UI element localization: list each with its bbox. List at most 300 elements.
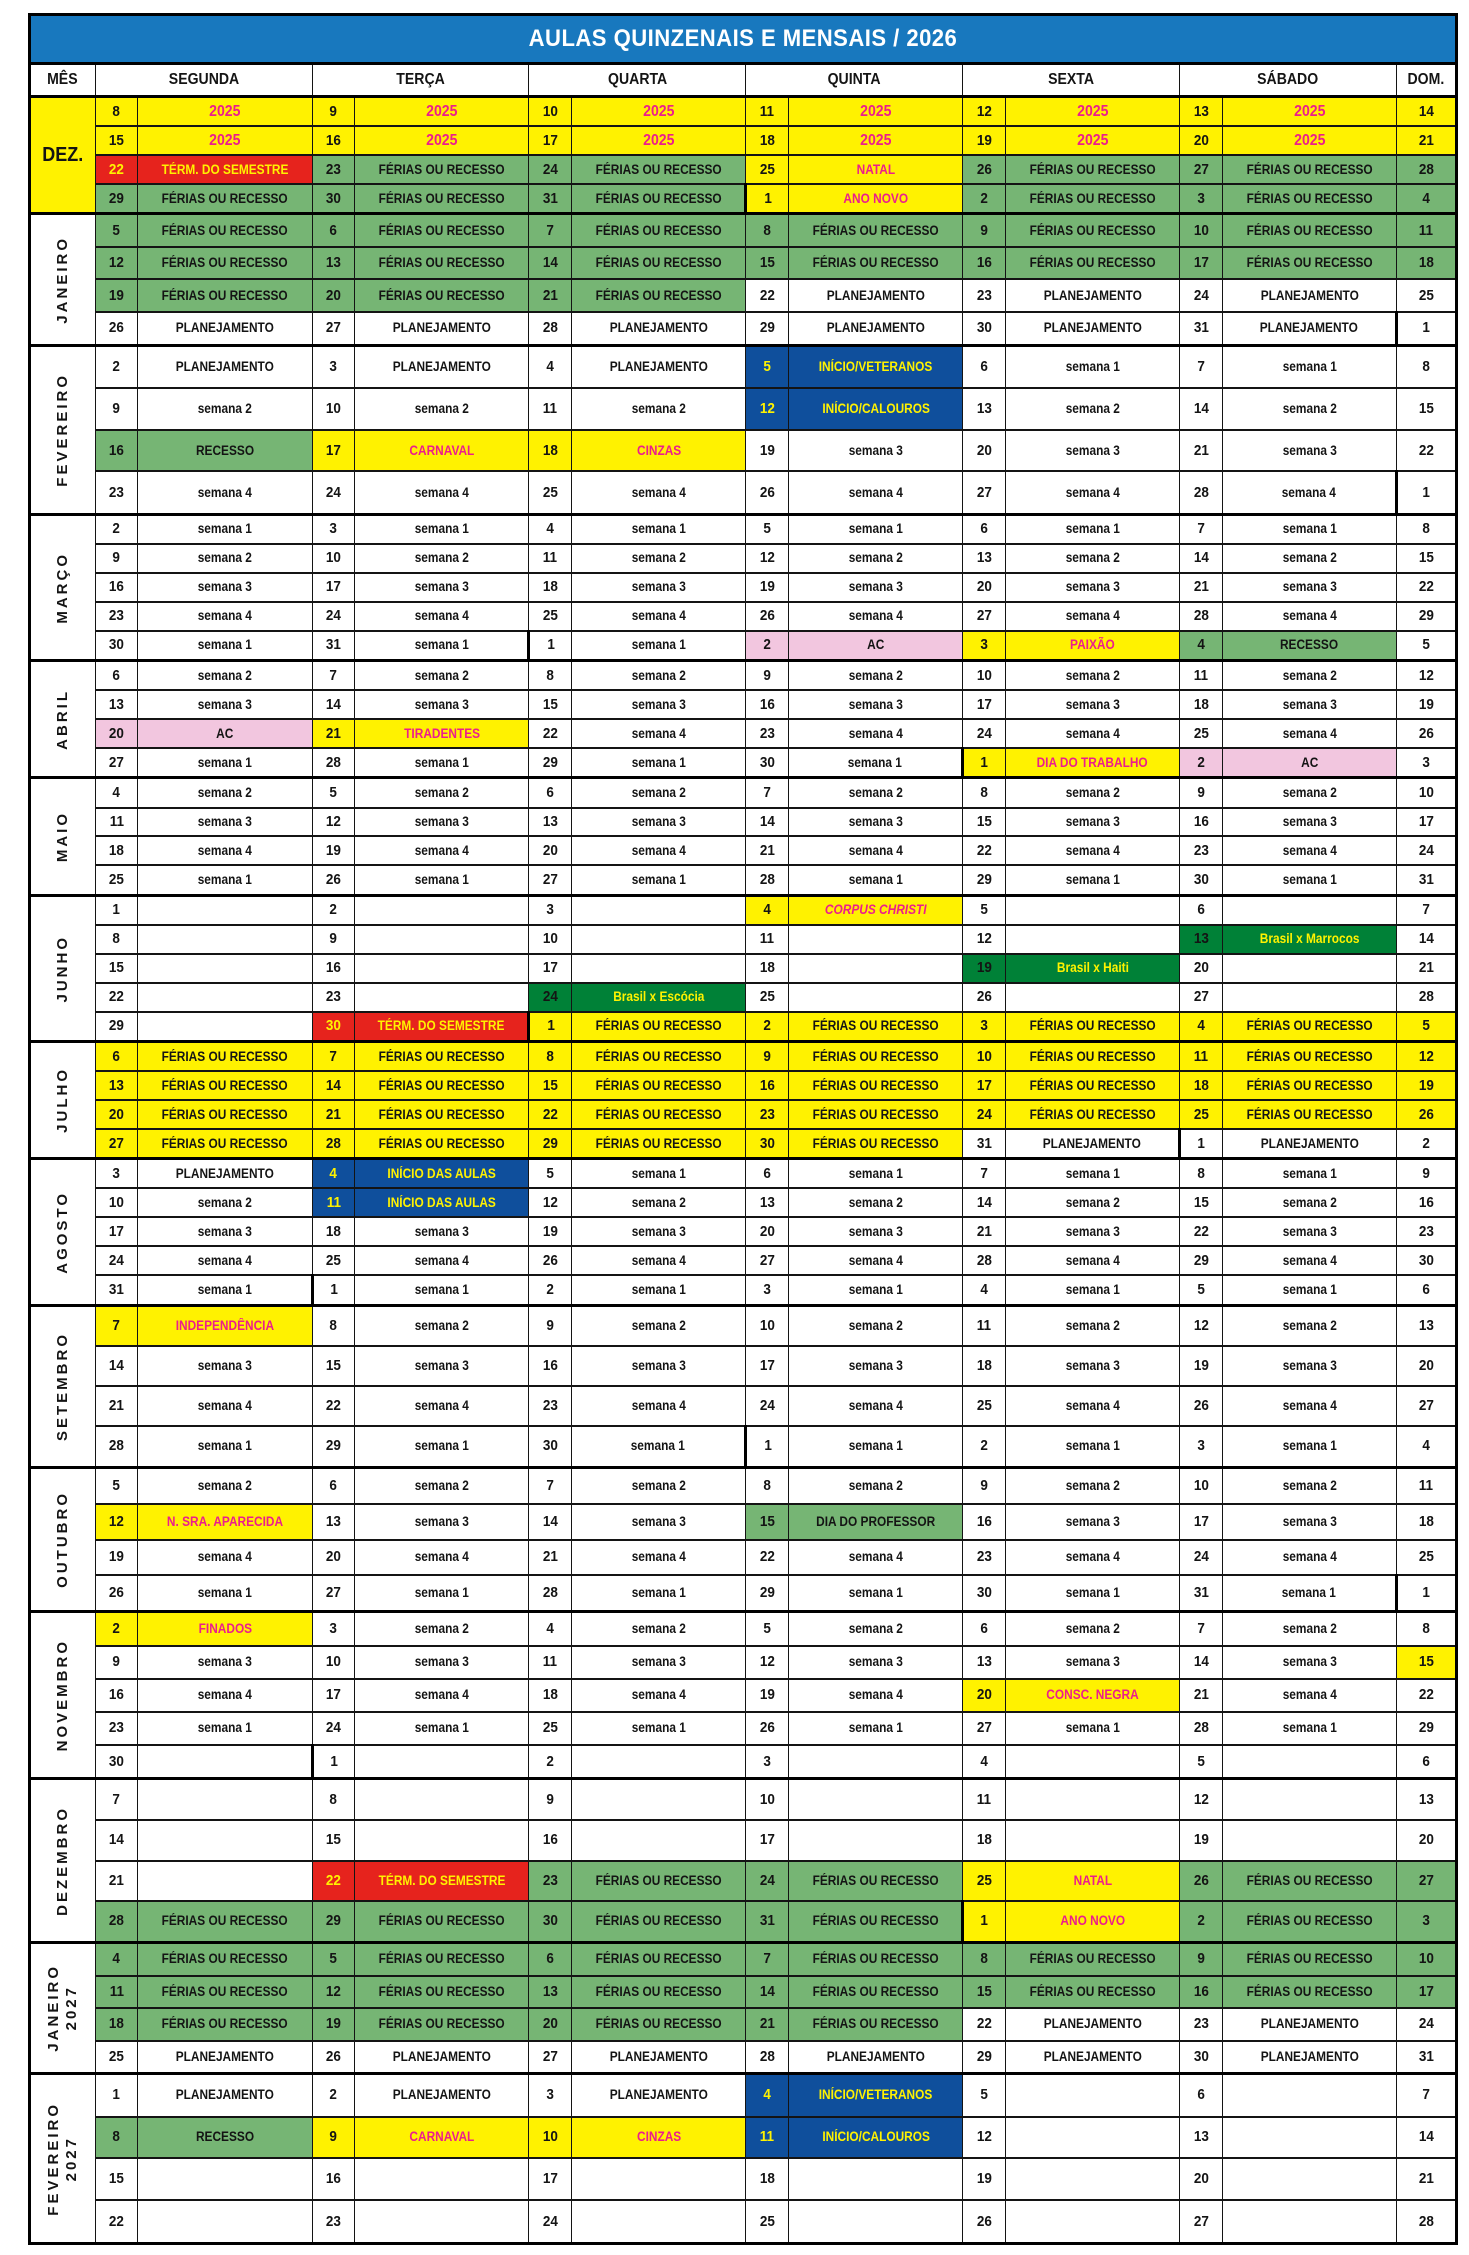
day-label-cell: FÉRIAS OU RECESSO [138, 247, 312, 279]
day-number-cell: 18 [95, 2008, 138, 2040]
sunday-cell: 17 [1396, 808, 1456, 837]
day-label-cell: FÉRIAS OU RECESSO [138, 1901, 312, 1942]
day-number-cell: 27 [1180, 2200, 1223, 2243]
sunday-cell: 14 [1396, 97, 1456, 127]
day-label-cell: semana 4 [1006, 471, 1180, 514]
day-number-cell: 23 [1180, 836, 1223, 865]
sunday-cell: 21 [1396, 954, 1456, 983]
day-number-cell: 4 [746, 895, 789, 925]
day-number-cell: 25 [746, 155, 789, 184]
day-label-cell: semana 1 [572, 748, 746, 778]
sunday-cell: 27 [1396, 1861, 1456, 1901]
day-label-cell: semana 2 [1006, 544, 1180, 573]
day-number-cell: 17 [746, 1820, 789, 1860]
day-label-cell: FÉRIAS OU RECESSO [572, 1100, 746, 1129]
sunday-cell: 15 [1396, 544, 1456, 573]
day-number-cell: 27 [1180, 155, 1223, 184]
day-label-cell: semana 4 [138, 1540, 312, 1576]
day-label-cell: TÉRM. DO SEMESTRE [138, 155, 312, 184]
day-number-cell: 19 [95, 1540, 138, 1576]
day-number-cell: 16 [746, 690, 789, 719]
day-number-cell: 27 [312, 1575, 355, 1612]
sunday-cell: 11 [1396, 1467, 1456, 1504]
day-label-cell: semana 4 [1006, 719, 1180, 748]
day-number-cell: 19 [746, 1679, 789, 1712]
day-label-cell: semana 2 [355, 778, 529, 808]
day-number-cell: 6 [312, 1467, 355, 1504]
day-number-cell: 28 [529, 312, 572, 345]
day-number-cell: 3 [312, 514, 355, 544]
day-label-cell: semana 1 [572, 865, 746, 895]
day-label-cell: semana 2 [789, 778, 963, 808]
day-label-cell: semana 2 [789, 544, 963, 573]
day-number-cell: 6 [529, 778, 572, 808]
day-label-cell: semana 3 [1222, 1504, 1396, 1540]
day-number-cell: 31 [1180, 312, 1223, 345]
day-label-cell: semana 1 [1006, 514, 1180, 544]
day-number-cell: 21 [1180, 1679, 1223, 1712]
sunday-cell: 10 [1396, 1942, 1456, 1975]
day-number-cell: 11 [963, 1305, 1006, 1346]
day-number-cell: 4 [529, 514, 572, 544]
day-number-cell: 22 [95, 155, 138, 184]
day-label-cell [355, 1745, 529, 1779]
day-number-cell: 29 [746, 1575, 789, 1612]
day-label-cell: semana 2 [355, 661, 529, 691]
sunday-cell: 14 [1396, 925, 1456, 954]
day-label-cell: FÉRIAS OU RECESSO [1006, 184, 1180, 214]
day-number-cell: 26 [95, 312, 138, 345]
day-number-cell: 25 [746, 2200, 789, 2243]
day-label-cell [1222, 1820, 1396, 1860]
day-number-cell: 22 [95, 983, 138, 1012]
day-label-cell: CINZAS [572, 2117, 746, 2159]
day-number-cell: 15 [746, 1504, 789, 1540]
day-label-cell [1222, 2200, 1396, 2243]
day-label-cell: PLANEJAMENTO [355, 2041, 529, 2074]
day-label-cell: FÉRIAS OU RECESSO [1222, 1942, 1396, 1975]
day-label-cell: semana 4 [1222, 1246, 1396, 1275]
day-label-cell: semana 2 [789, 661, 963, 691]
day-label-cell [355, 954, 529, 983]
day-number-cell: 9 [95, 544, 138, 573]
day-label-cell: PLANEJAMENTO [1222, 1129, 1396, 1159]
day-number-cell: 5 [963, 2074, 1006, 2117]
day-number-cell: 17 [529, 2158, 572, 2200]
day-number-cell: 12 [529, 1188, 572, 1217]
day-label-cell: semana 2 [355, 1612, 529, 1646]
day-label-cell: semana 2 [572, 388, 746, 430]
month-label: MAIO [54, 810, 72, 863]
day-label-cell [1006, 1745, 1180, 1779]
day-label-cell: semana 2 [1006, 1467, 1180, 1504]
day-number-cell: 27 [529, 2041, 572, 2074]
sunday-cell: 12 [1396, 1041, 1456, 1071]
sunday-cell: 8 [1396, 345, 1456, 388]
sunday-cell: 13 [1396, 1305, 1456, 1346]
day-label-cell: AC [1222, 748, 1396, 778]
day-label-cell: FÉRIAS OU RECESSO [572, 1012, 746, 1042]
day-number-cell: 26 [963, 2200, 1006, 2243]
day-number-cell: 7 [963, 1159, 1006, 1189]
day-number-cell: 16 [746, 1071, 789, 1100]
day-label-cell: semana 1 [572, 1275, 746, 1305]
day-number-cell: 25 [746, 983, 789, 1012]
day-label-cell: semana 1 [1222, 1575, 1396, 1612]
day-label-cell: FÉRIAS OU RECESSO [355, 279, 529, 311]
day-label-cell: FÉRIAS OU RECESSO [789, 1041, 963, 1071]
day-number-cell: 21 [312, 1100, 355, 1129]
day-label-cell: FÉRIAS OU RECESSO [572, 247, 746, 279]
day-label-cell: semana 1 [355, 1275, 529, 1305]
day-number-cell: 31 [95, 1275, 138, 1305]
day-label-cell: semana 3 [1006, 573, 1180, 602]
day-label-cell: FÉRIAS OU RECESSO [355, 2008, 529, 2040]
day-label-cell: CARNAVAL [355, 2117, 529, 2159]
day-label-cell [1006, 1779, 1180, 1820]
day-label-cell: FÉRIAS OU RECESSO [572, 214, 746, 247]
day-number-cell: 18 [529, 1679, 572, 1712]
day-label-cell: semana 4 [572, 1540, 746, 1576]
day-label-cell [1222, 2074, 1396, 2117]
day-label-cell: FÉRIAS OU RECESSO [789, 1071, 963, 1100]
day-number-cell: 21 [1180, 573, 1223, 602]
day-label-cell: semana 1 [1222, 1712, 1396, 1745]
day-number-cell: 24 [746, 1386, 789, 1426]
day-label-cell: semana 1 [138, 1275, 312, 1305]
day-number-cell: 11 [1180, 661, 1223, 691]
day-label-cell: semana 3 [1222, 1217, 1396, 1246]
sunday-cell: 28 [1396, 983, 1456, 1012]
month-cell [30, 1041, 96, 1158]
day-number-cell: 26 [746, 602, 789, 631]
day-label-cell: semana 2 [355, 388, 529, 430]
day-label-cell: FÉRIAS OU RECESSO [789, 214, 963, 247]
day-label-cell: PLANEJAMENTO [789, 2041, 963, 2074]
day-number-cell: 3 [529, 2074, 572, 2117]
day-number-cell: 23 [746, 1100, 789, 1129]
day-label-cell: AC [789, 631, 963, 661]
day-label-cell: PLANEJAMENTO [572, 345, 746, 388]
day-number-cell: 11 [1180, 1041, 1223, 1071]
sunday-cell: 25 [1396, 279, 1456, 311]
sunday-cell: 29 [1396, 602, 1456, 631]
day-label-cell: semana 4 [572, 602, 746, 631]
day-label-cell: FÉRIAS OU RECESSO [1006, 1071, 1180, 1100]
day-label-cell [138, 895, 312, 925]
day-number-cell: 2 [1180, 748, 1223, 778]
day-number-cell: 10 [312, 1646, 355, 1679]
day-label-cell: PLANEJAMENTO [572, 2074, 746, 2117]
day-label-cell [138, 1779, 312, 1820]
day-label-cell [138, 1820, 312, 1860]
day-label-cell: FÉRIAS OU RECESSO [1006, 1012, 1180, 1042]
day-number-cell: 7 [1180, 1612, 1223, 1646]
day-number-cell: 29 [963, 865, 1006, 895]
sunday-cell: 1 [1396, 471, 1456, 514]
day-label-cell [1006, 895, 1180, 925]
day-label-cell: semana 1 [1006, 1275, 1180, 1305]
day-number-cell: 14 [746, 808, 789, 837]
day-label-cell: FÉRIAS OU RECESSO [789, 1942, 963, 1975]
day-label-cell: semana 4 [789, 836, 963, 865]
day-number-cell: 5 [746, 1612, 789, 1646]
sunday-cell: 19 [1396, 1071, 1456, 1100]
day-label-cell: 2025 [138, 126, 312, 155]
day-number-cell: 28 [1180, 602, 1223, 631]
column-header-weekday: SEGUNDA [95, 64, 312, 97]
day-label-cell [572, 2158, 746, 2200]
day-number-cell: 1 [963, 1901, 1006, 1942]
day-label-cell: semana 3 [355, 1217, 529, 1246]
day-number-cell: 12 [312, 808, 355, 837]
day-label-cell: semana 2 [138, 544, 312, 573]
day-number-cell: 5 [312, 778, 355, 808]
day-label-cell: FÉRIAS OU RECESSO [789, 1012, 963, 1042]
day-number-cell: 7 [746, 778, 789, 808]
day-number-cell: 7 [529, 1467, 572, 1504]
day-number-cell: 10 [312, 544, 355, 573]
day-number-cell: 16 [1180, 808, 1223, 837]
day-label-cell [138, 2158, 312, 2200]
day-number-cell: 3 [746, 1275, 789, 1305]
day-label-cell: FÉRIAS OU RECESSO [572, 1129, 746, 1159]
day-label-cell: semana 2 [572, 661, 746, 691]
day-number-cell: 7 [1180, 514, 1223, 544]
column-header-month: MÊS [30, 64, 96, 97]
day-number-cell: 26 [963, 155, 1006, 184]
day-number-cell: 14 [95, 1820, 138, 1860]
day-label-cell: semana 2 [572, 1188, 746, 1217]
day-number-cell: 11 [746, 97, 789, 127]
day-number-cell: 18 [529, 430, 572, 472]
day-label-cell: FÉRIAS OU RECESSO [1006, 247, 1180, 279]
day-number-cell: 21 [746, 2008, 789, 2040]
day-label-cell: PLANEJAMENTO [138, 312, 312, 345]
day-label-cell: semana 4 [138, 836, 312, 865]
day-number-cell: 11 [529, 544, 572, 573]
day-label-cell: semana 3 [1222, 1346, 1396, 1386]
day-label-cell: PLANEJAMENTO [1222, 279, 1396, 311]
day-number-cell: 4 [95, 1942, 138, 1975]
day-label-cell: semana 3 [1006, 1504, 1180, 1540]
day-label-cell: semana 1 [789, 1275, 963, 1305]
day-label-cell: semana 3 [138, 573, 312, 602]
sunday-cell: 28 [1396, 2200, 1456, 2243]
day-number-cell: 21 [746, 836, 789, 865]
day-number-cell: 27 [963, 602, 1006, 631]
day-number-cell: 12 [1180, 1779, 1223, 1820]
day-number-cell: 28 [312, 748, 355, 778]
day-label-cell: semana 1 [355, 1712, 529, 1745]
table-header [30, 64, 1457, 97]
day-number-cell: 19 [1180, 1820, 1223, 1860]
day-number-cell: 6 [1180, 2074, 1223, 2117]
day-number-cell: 29 [529, 1129, 572, 1159]
day-label-cell: NATAL [1006, 1861, 1180, 1901]
day-number-cell: 3 [1180, 184, 1223, 214]
day-label-cell: semana 4 [789, 1540, 963, 1576]
day-label-cell: FÉRIAS OU RECESSO [1006, 1976, 1180, 2008]
day-label-cell: CONSC. NEGRA [1006, 1679, 1180, 1712]
day-number-cell: 28 [95, 1901, 138, 1942]
day-label-cell [1006, 2158, 1180, 2200]
day-number-cell: 11 [95, 808, 138, 837]
day-number-cell: 26 [746, 1712, 789, 1745]
month-label: JANEIRO [54, 235, 72, 324]
day-label-cell: semana 4 [1222, 719, 1396, 748]
day-label-cell: FÉRIAS OU RECESSO [1222, 1901, 1396, 1942]
day-label-cell: FÉRIAS OU RECESSO [138, 1100, 312, 1129]
day-number-cell: 21 [529, 1540, 572, 1576]
day-number-cell: 8 [95, 925, 138, 954]
column-header-weekday: SÁBADO [1180, 64, 1397, 97]
day-label-cell: 2025 [572, 126, 746, 155]
day-label-cell: 2025 [1222, 97, 1396, 127]
day-number-cell: 21 [1180, 430, 1223, 472]
sunday-cell: 21 [1396, 126, 1456, 155]
day-number-cell: 19 [95, 279, 138, 311]
day-number-cell: 12 [95, 1504, 138, 1540]
column-header-weekday: QUARTA [529, 64, 746, 97]
day-label-cell: semana 3 [1222, 430, 1396, 472]
sunday-cell: 29 [1396, 1712, 1456, 1745]
day-label-cell [355, 2200, 529, 2243]
day-number-cell: 6 [963, 1612, 1006, 1646]
day-number-cell: 18 [963, 1346, 1006, 1386]
sunday-cell: 6 [1396, 1275, 1456, 1305]
month-cell [30, 1779, 96, 1942]
day-number-cell: 13 [312, 1504, 355, 1540]
day-label-cell: semana 2 [1222, 544, 1396, 573]
day-number-cell: 19 [1180, 1346, 1223, 1386]
day-number-cell: 29 [1180, 1246, 1223, 1275]
sunday-cell: 24 [1396, 2008, 1456, 2040]
day-label-cell: INÍCIO/CALOUROS [789, 388, 963, 430]
day-number-cell: 26 [529, 1246, 572, 1275]
day-label-cell [1222, 1745, 1396, 1779]
sunday-cell: 7 [1396, 2074, 1456, 2117]
day-number-cell: 3 [312, 345, 355, 388]
day-label-cell: semana 2 [1222, 1305, 1396, 1346]
day-number-cell: 19 [312, 2008, 355, 2040]
day-number-cell: 25 [529, 602, 572, 631]
day-number-cell: 26 [746, 471, 789, 514]
day-number-cell: 13 [1180, 97, 1223, 127]
day-label-cell: semana 1 [789, 514, 963, 544]
day-number-cell: 2 [746, 1012, 789, 1042]
day-label-cell: FÉRIAS OU RECESSO [355, 1041, 529, 1071]
day-label-cell: semana 2 [1222, 388, 1396, 430]
day-number-cell: 28 [95, 1426, 138, 1467]
day-label-cell: semana 2 [138, 778, 312, 808]
day-number-cell: 26 [312, 2041, 355, 2074]
day-number-cell: 5 [312, 1942, 355, 1975]
day-number-cell: 24 [963, 719, 1006, 748]
day-label-cell: semana 1 [1222, 1426, 1396, 1467]
day-number-cell: 22 [963, 2008, 1006, 2040]
day-label-cell: semana 4 [1006, 1540, 1180, 1576]
day-label-cell: semana 3 [138, 1646, 312, 1679]
day-label-cell: semana 4 [572, 1386, 746, 1426]
day-label-cell: semana 3 [1006, 1646, 1180, 1679]
day-label-cell: semana 2 [1006, 661, 1180, 691]
day-number-cell: 1 [312, 1275, 355, 1305]
sunday-cell: 15 [1396, 1646, 1456, 1679]
day-number-cell: 27 [95, 748, 138, 778]
day-number-cell: 16 [312, 954, 355, 983]
day-number-cell: 17 [1180, 1504, 1223, 1540]
month-cell [30, 1942, 96, 2073]
day-label-cell: Brasil x Escócia [572, 983, 746, 1012]
day-label-cell: FÉRIAS OU RECESSO [355, 214, 529, 247]
day-label-cell: FÉRIAS OU RECESSO [1222, 247, 1396, 279]
day-number-cell: 26 [1180, 1386, 1223, 1426]
day-number-cell: 5 [1180, 1275, 1223, 1305]
day-number-cell: 15 [529, 690, 572, 719]
day-label-cell: semana 2 [1222, 661, 1396, 691]
day-number-cell: 24 [963, 1100, 1006, 1129]
day-number-cell: 6 [95, 661, 138, 691]
sunday-cell: 19 [1396, 690, 1456, 719]
day-number-cell: 16 [529, 1820, 572, 1860]
day-label-cell: PLANEJAMENTO [1006, 2041, 1180, 2074]
day-number-cell: 13 [529, 808, 572, 837]
day-label-cell: TÉRM. DO SEMESTRE [355, 1012, 529, 1042]
day-number-cell: 29 [963, 2041, 1006, 2074]
day-number-cell: 9 [529, 1779, 572, 1820]
sunday-cell: 22 [1396, 573, 1456, 602]
day-label-cell: semana 4 [572, 719, 746, 748]
day-number-cell: 18 [746, 2158, 789, 2200]
day-label-cell: ANO NOVO [1006, 1901, 1180, 1942]
day-number-cell: 31 [1180, 1575, 1223, 1612]
day-number-cell: 30 [529, 1426, 572, 1467]
day-number-cell: 10 [312, 388, 355, 430]
day-label-cell [138, 954, 312, 983]
sunday-cell: 27 [1396, 1386, 1456, 1426]
table-body [30, 97, 1457, 2244]
day-label-cell: semana 2 [1222, 1467, 1396, 1504]
day-label-cell: FÉRIAS OU RECESSO [572, 1071, 746, 1100]
day-number-cell: 31 [312, 631, 355, 661]
day-label-cell [789, 954, 963, 983]
day-label-cell: semana 3 [572, 573, 746, 602]
day-label-cell: TIRADENTES [355, 719, 529, 748]
day-label-cell: FÉRIAS OU RECESSO [355, 247, 529, 279]
day-number-cell: 20 [963, 573, 1006, 602]
day-number-cell: 10 [963, 1041, 1006, 1071]
day-label-cell: semana 3 [138, 1346, 312, 1386]
day-number-cell: 22 [963, 836, 1006, 865]
day-label-cell: FÉRIAS OU RECESSO [1006, 1100, 1180, 1129]
day-label-cell: semana 4 [1222, 836, 1396, 865]
day-number-cell: 28 [1180, 1712, 1223, 1745]
day-label-cell [1222, 1779, 1396, 1820]
day-label-cell: PLANEJAMENTO [355, 312, 529, 345]
day-label-cell: semana 3 [355, 1504, 529, 1540]
day-number-cell: 12 [95, 247, 138, 279]
day-number-cell: 5 [1180, 1745, 1223, 1779]
day-number-cell: 3 [746, 1745, 789, 1779]
day-number-cell: 20 [963, 430, 1006, 472]
day-number-cell: 19 [963, 954, 1006, 983]
sunday-cell: 20 [1396, 1820, 1456, 1860]
sunday-cell: 6 [1396, 1745, 1456, 1779]
day-label-cell: semana 2 [138, 1188, 312, 1217]
day-label-cell: semana 3 [789, 690, 963, 719]
day-label-cell: semana 4 [789, 719, 963, 748]
